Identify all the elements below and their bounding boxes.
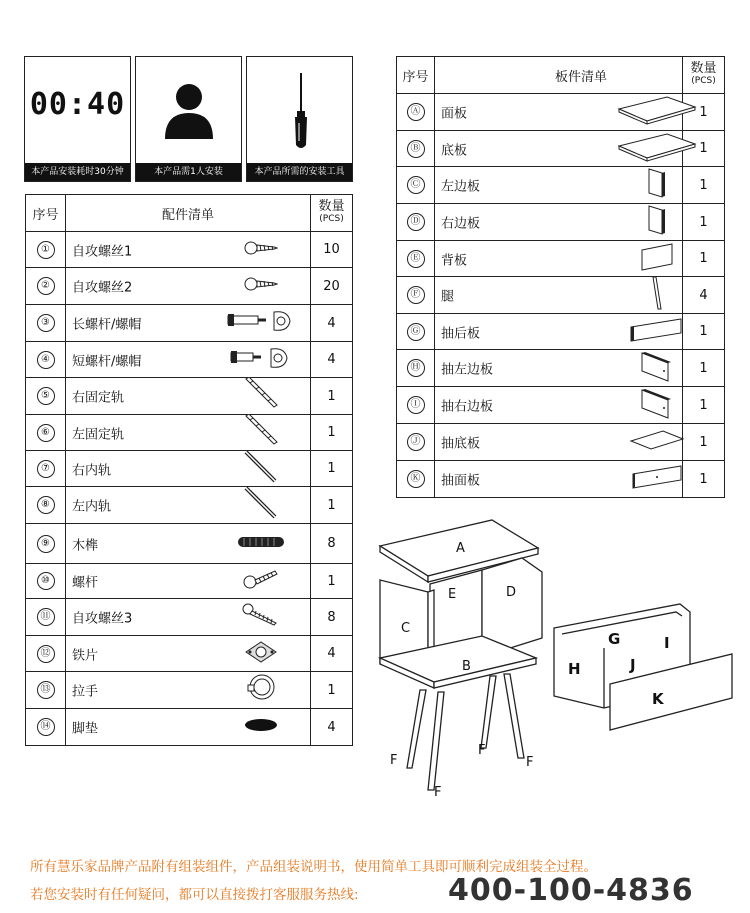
diagram-label-f1: F [390, 753, 398, 768]
pan-row-qty: 4 [683, 277, 725, 314]
drawer-back-icon [629, 317, 685, 347]
pan-row [397, 350, 725, 387]
acc-row-number [26, 342, 66, 378]
acc-row-qty: 4 [311, 709, 353, 746]
time-badge [24, 56, 131, 182]
pan-row-name: 抽右边板 [441, 399, 494, 415]
acc-row-name: 自攻螺丝2 [72, 280, 133, 296]
acc-row-number-badge: ⑩ [37, 572, 55, 590]
time-caption: 本产品安装耗时30分钟 [25, 163, 130, 181]
rail-icon [244, 414, 278, 452]
dowel-icon [236, 534, 286, 554]
diagram-label-k: K [652, 690, 664, 708]
footer-hotline-label: 若您安装时有任何疑问，都可以直接拨打客服服务热线: [30, 887, 359, 903]
pan-row-item [435, 94, 683, 131]
acc-row-number [26, 415, 66, 451]
pan-row-number [397, 387, 435, 424]
drawer-front-icon [631, 464, 683, 494]
pan-row-item [435, 350, 683, 387]
acc-row-name: 螺杆 [72, 575, 99, 591]
pan-row-qty: 1 [683, 241, 725, 277]
pan-header-qty-unit: (PCS) [691, 76, 716, 86]
pan-row-item [435, 461, 683, 498]
pan-row-number-badge: Ⓑ [407, 140, 425, 158]
acc-row-item [66, 672, 311, 709]
pan-row-number [397, 314, 435, 350]
diagram-label-c: C [401, 621, 411, 636]
acc-row-item [66, 415, 311, 451]
acc-row-number-badge: ⑫ [37, 645, 55, 663]
tool-caption: 本产品所需的安装工具 [247, 163, 352, 181]
pan-row-number-badge: Ⓗ [407, 359, 425, 377]
rail-inner-icon [244, 450, 278, 488]
cam-bolt-short-icon [229, 345, 293, 375]
pan-row-name: 底板 [441, 143, 468, 158]
acc-row-qty: 10 [311, 232, 353, 268]
pan-row-number-badge: Ⓔ [407, 250, 425, 268]
drawer-side-icon [640, 349, 674, 387]
pan-row-number [397, 350, 435, 387]
acc-row-qty: 8 [311, 524, 353, 564]
acc-row [26, 415, 353, 451]
pan-header-name [435, 57, 683, 94]
accessories-table [25, 194, 353, 746]
pan-row-name: 腿 [441, 289, 455, 305]
pan-row [397, 387, 725, 424]
pan-row-number [397, 277, 435, 314]
panels-table [396, 56, 725, 498]
acc-header-no: 序号 [26, 195, 66, 232]
pan-row [397, 94, 725, 131]
acc-row-qty: 1 [311, 487, 353, 524]
screw-small-icon [244, 239, 278, 261]
acc-row [26, 305, 353, 342]
acc-row-qty: 8 [311, 599, 353, 636]
bottom-panel-icon [617, 132, 697, 166]
diagram-label-f2: F [434, 785, 442, 800]
pan-row-number-badge: Ⓘ [407, 396, 425, 414]
side-panel-icon [647, 204, 667, 240]
acc-row-name: 左内轨 [72, 499, 112, 515]
people-badge [135, 56, 242, 182]
acc-row-number [26, 378, 66, 415]
acc-row-item [66, 487, 311, 524]
metal-plate-icon [242, 638, 280, 670]
acc-row-item [66, 451, 311, 487]
diagram-drawer [554, 604, 732, 730]
diagram-label-i: I [664, 634, 670, 652]
leg-icon [651, 275, 663, 315]
hotline-number[interactable]: 400-100-4836 [448, 873, 694, 908]
acc-row-item [66, 305, 311, 342]
acc-row-name: 左固定轨 [72, 427, 125, 442]
acc-row-name: 自攻螺丝1 [72, 244, 133, 259]
pan-row-name: 右边板 [441, 216, 481, 232]
pan-row [397, 204, 725, 241]
diagram-label-b: B [462, 659, 471, 674]
acc-row [26, 487, 353, 524]
pan-row-number-badge: Ⓚ [407, 470, 425, 488]
diagram-label-f4: F [526, 755, 534, 770]
pan-row-qty: 1 [683, 204, 725, 241]
acc-row [26, 378, 353, 415]
pan-row-qty: 1 [683, 314, 725, 350]
acc-row-number-badge: ⑨ [37, 535, 55, 553]
pan-row-item [435, 167, 683, 204]
pan-row-number [397, 131, 435, 167]
acc-row-qty: 4 [311, 342, 353, 378]
pan-row-number [397, 94, 435, 131]
acc-row-item [66, 342, 311, 378]
acc-header-name: 配件清单 [66, 195, 311, 232]
diagram-label-d: D [506, 585, 517, 600]
pan-row-item [435, 314, 683, 350]
cam-bolt-long-icon [226, 308, 296, 338]
acc-row [26, 564, 353, 599]
acc-row-name: 拉手 [72, 684, 99, 700]
diagram-label-f3: F [478, 743, 486, 758]
exploded-assembly-diagram [372, 518, 742, 808]
acc-row-number [26, 268, 66, 305]
pan-row-item [435, 387, 683, 424]
pan-row-number [397, 424, 435, 461]
side-panel-icon [647, 167, 667, 203]
acc-row-number-badge: ⑧ [37, 496, 55, 514]
bolt-icon [243, 568, 279, 594]
pan-row-number-badge: Ⓙ [407, 433, 425, 451]
diagram-label-j: J [630, 656, 636, 674]
pan-row-name: 背板 [441, 253, 468, 268]
rail-inner-icon [244, 486, 278, 524]
pan-row-number-badge: Ⓒ [407, 176, 425, 194]
top-panel-icon [617, 95, 697, 129]
pan-row-name: 抽面板 [441, 473, 481, 489]
pan-header-name-text: 板件清单 [555, 70, 608, 85]
screw-small-icon [244, 275, 278, 297]
pan-row-name: 面板 [441, 106, 468, 122]
acc-row-number [26, 599, 66, 636]
pan-row-name: 抽后板 [441, 326, 481, 341]
people-caption: 本产品需1人安装 [136, 163, 241, 181]
acc-row-qty: 4 [311, 636, 353, 672]
acc-row-number-badge: ⑪ [37, 608, 55, 626]
pan-row [397, 241, 725, 277]
drawer-side-icon [640, 386, 674, 424]
rail-icon [244, 377, 278, 415]
pan-row [397, 131, 725, 167]
acc-row-number [26, 487, 66, 524]
acc-row-number-badge: ⑬ [37, 681, 55, 699]
back-panel-icon [640, 242, 674, 276]
acc-header-qty [311, 195, 353, 232]
time-display: 00:40 [29, 87, 126, 122]
pan-row-item [435, 424, 683, 461]
pan-row-qty: 1 [683, 94, 725, 131]
pan-row-qty: 1 [683, 424, 725, 461]
pan-row-qty: 1 [683, 350, 725, 387]
acc-row [26, 232, 353, 268]
acc-row [26, 672, 353, 709]
acc-row [26, 636, 353, 672]
diagram-label-g: G [608, 630, 621, 648]
acc-row-number [26, 709, 66, 746]
acc-row-name: 木榫 [72, 538, 99, 553]
pan-header-qty-label: 数量 [690, 61, 717, 76]
acc-row-name: 长螺杆/螺帽 [72, 317, 142, 333]
acc-row-number-badge: ⑭ [37, 718, 55, 736]
acc-row-item [66, 268, 311, 305]
diagram-label-h: H [568, 660, 581, 678]
acc-row-number [26, 232, 66, 268]
acc-row-name: 铁片 [72, 648, 99, 663]
pan-row-qty: 1 [683, 387, 725, 424]
acc-row-qty: 4 [311, 305, 353, 342]
pan-row [397, 167, 725, 204]
screwdriver-icon [291, 73, 311, 153]
pan-row-number [397, 204, 435, 241]
acc-row-qty: 1 [311, 415, 353, 451]
pan-row-number [397, 461, 435, 498]
acc-row-item [66, 378, 311, 415]
acc-row-item [66, 636, 311, 672]
acc-row-number [26, 672, 66, 709]
pan-row-item [435, 204, 683, 241]
acc-row-number-badge: ③ [37, 314, 55, 332]
person-icon [159, 81, 219, 143]
pan-row-name: 左边板 [441, 179, 481, 195]
pan-row-number-badge: Ⓓ [407, 213, 425, 231]
foot-pad-icon [243, 717, 279, 737]
acc-row-name: 右内轨 [72, 463, 112, 478]
acc-row-number-badge: ⑤ [37, 387, 55, 405]
acc-header-qty-unit: (PCS) [319, 214, 344, 224]
acc-row-name: 自攻螺丝3 [72, 611, 133, 627]
acc-row-name: 右固定轨 [72, 390, 125, 406]
acc-row-number-badge: ② [37, 277, 55, 295]
acc-row-number-badge: ④ [37, 351, 55, 369]
acc-row [26, 524, 353, 564]
acc-row-item [66, 599, 311, 636]
diagram-legs [407, 674, 524, 790]
acc-row [26, 451, 353, 487]
pan-row-name: 抽左边板 [441, 362, 494, 378]
acc-row-name: 脚垫 [72, 721, 99, 737]
acc-row [26, 342, 353, 378]
pan-row-number-badge: Ⓐ [407, 103, 425, 121]
pan-row-item [435, 241, 683, 277]
drawer-bottom-icon [629, 429, 685, 455]
acc-row-item [66, 524, 311, 564]
acc-row [26, 268, 353, 305]
pan-row-qty: 1 [683, 461, 725, 498]
pan-row-qty: 1 [683, 167, 725, 204]
pan-row-item [435, 131, 683, 167]
acc-row [26, 709, 353, 746]
diagram-right-panel [482, 558, 542, 650]
acc-row [26, 599, 353, 636]
screw-long-icon [242, 603, 280, 631]
acc-row-qty: 1 [311, 672, 353, 709]
acc-row-number [26, 636, 66, 672]
acc-row-qty: 1 [311, 451, 353, 487]
acc-row-number [26, 305, 66, 342]
pan-row [397, 314, 725, 350]
acc-row-item [66, 709, 311, 746]
acc-row-number [26, 524, 66, 564]
pan-header-qty [683, 57, 725, 94]
pan-row-item [435, 277, 683, 314]
footer-note: 所有慧乐家品牌产品附有组装组件，产品组装说明书，使用简单工具即可顺利完成组装全过程。 [30, 859, 597, 875]
acc-row-qty: 1 [311, 378, 353, 415]
pan-row-number [397, 167, 435, 204]
pan-row [397, 277, 725, 314]
acc-row-number-badge: ⑦ [37, 460, 55, 478]
pan-row-name: 抽底板 [441, 436, 481, 452]
knob-icon [244, 671, 278, 709]
pan-row [397, 461, 725, 498]
pan-row [397, 424, 725, 461]
acc-row-number-badge: ⑥ [37, 424, 55, 442]
acc-row-item [66, 232, 311, 268]
pan-row-qty: 1 [683, 131, 725, 167]
acc-header-qty-label: 数量 [318, 199, 345, 214]
acc-row-number [26, 564, 66, 599]
pan-row-number [397, 241, 435, 277]
acc-row-item [66, 564, 311, 599]
diagram-label-e: E [448, 587, 457, 602]
acc-row-qty: 20 [311, 268, 353, 305]
diagram-label-a: A [456, 541, 465, 556]
pan-header-no: 序号 [397, 57, 435, 94]
acc-row-qty: 1 [311, 564, 353, 599]
acc-row-name: 短螺杆/螺帽 [72, 354, 142, 369]
pan-row-number-badge: Ⓖ [407, 323, 425, 341]
pan-row-number-badge: Ⓕ [407, 286, 425, 304]
acc-row-number [26, 451, 66, 487]
acc-row-number-badge: ① [37, 241, 55, 259]
tool-badge [246, 56, 353, 182]
